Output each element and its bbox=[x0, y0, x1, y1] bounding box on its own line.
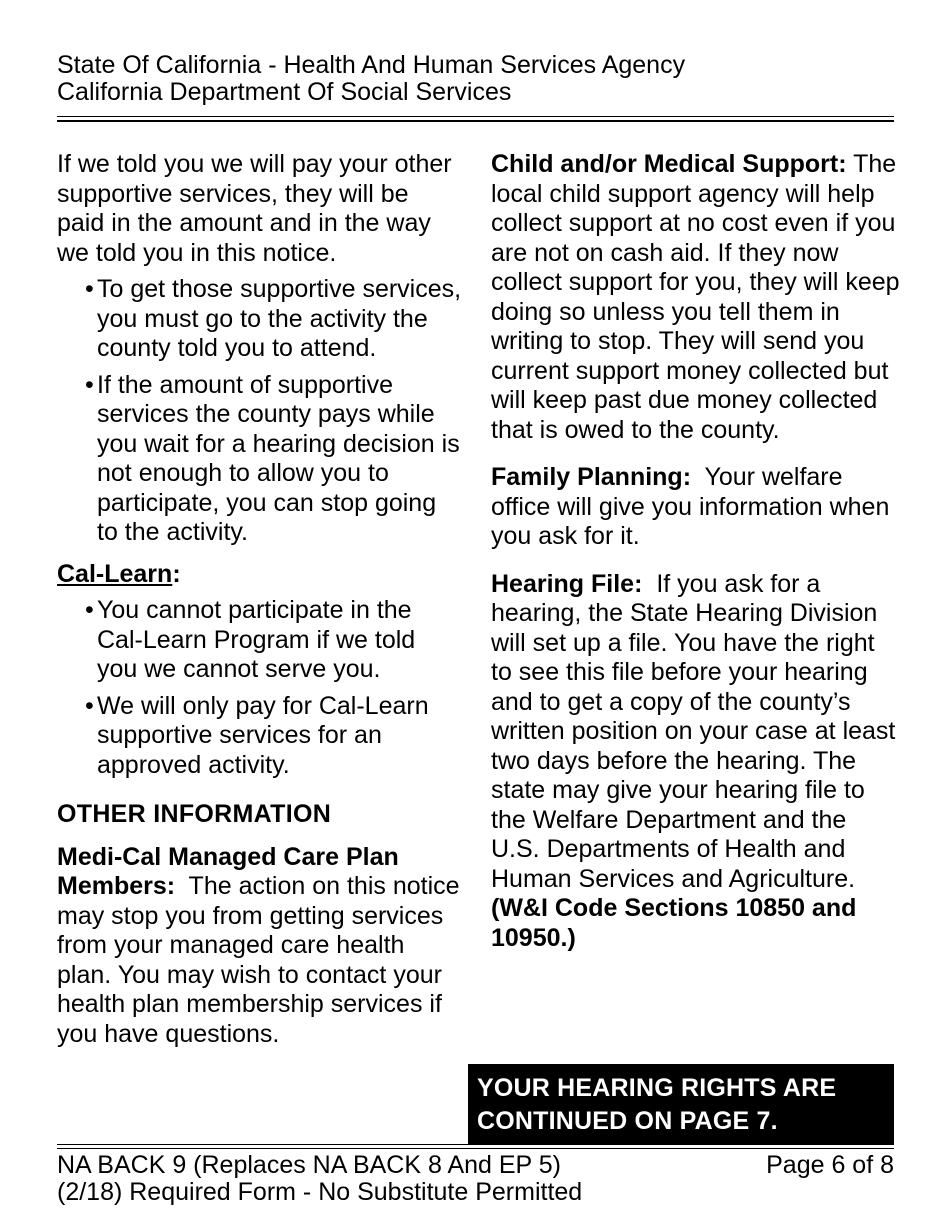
supportive-services-intro: If we told you we will pay your other supportive services, they will be paid in the amount and in the way we told you in this notice. bbox=[57, 150, 452, 267]
code-citation: (W&I Code Sections 10850 and 10950.) bbox=[491, 894, 857, 952]
list-item: • To get those supportive services, you must go to the activity the county told you to attend. bbox=[85, 275, 462, 362]
agency-name: State Of California - Health And Human Services Agency bbox=[57, 51, 686, 79]
form-note: (2/18) Required Form - No Substitute Permitted bbox=[57, 1178, 583, 1206]
footer-divider-thin bbox=[57, 1148, 894, 1149]
right-column bbox=[491, 150, 901, 953]
supportive-services-list bbox=[57, 275, 462, 548]
continued-banner: YOUR HEARING RIGHTS ARE CONTINUED ON PAGE 7. bbox=[468, 1064, 894, 1144]
bullet-icon: • bbox=[85, 370, 94, 399]
header-divider bbox=[57, 116, 894, 117]
form-id: NA BACK 9 (Replaces NA BACK 8 And EP 5) bbox=[57, 1151, 561, 1179]
medi-cal-paragraph: Medi-Cal Managed Care Plan Members: The action on this notice may stop you from getting services from your managed care health plan. You may wish to contact your health plan membership services if you have questions. bbox=[57, 842, 460, 1048]
other-information-heading: OTHER INFORMATION bbox=[57, 800, 332, 828]
footer-divider bbox=[57, 1144, 894, 1145]
list-item: • If the amount of supportive services the county pays while you wait for a hearing decision is not enough to allow you to participate, you can stop going to the activity. bbox=[85, 370, 460, 546]
cal-learn-heading: Cal-Learn: bbox=[57, 559, 181, 588]
cal-learn-list bbox=[57, 596, 462, 780]
page-footer bbox=[57, 1152, 757, 1206]
page-number: Page 6 of 8 bbox=[766, 1151, 894, 1179]
department-name: California Department Of Social Services bbox=[57, 78, 512, 106]
header-divider-thick bbox=[57, 120, 894, 122]
hearing-file-paragraph: Hearing File: If you ask for a hearing, the State Hearing Division will set up a file. You have the right to see this file before your hearing and to get a copy of the county’s written position on your case at least two days before the hearing. The state may give your hearing file to the Welfare Department and the U.S. Departments of Health and Human Services and Agriculture. (W&I Code Sections 10850 and 10950.) bbox=[491, 569, 896, 952]
list-item: • You cannot participate in the Cal-Learn Program if we told you we cannot serve you. bbox=[85, 596, 416, 683]
page-header bbox=[57, 52, 894, 106]
family-planning-paragraph: Family Planning: Your welfare office will give you information when you ask for it. bbox=[491, 463, 890, 550]
bullet-icon: • bbox=[85, 596, 94, 624]
left-column bbox=[57, 150, 462, 1049]
bullet-icon: • bbox=[85, 275, 94, 303]
list-item: • We will only pay for Cal-Learn supportive services for an approved activity. bbox=[85, 691, 429, 779]
child-support-paragraph: Child and/or Medical Support: The local child support agency will help collect support at no cost even if you are not on cash aid. If they now collect support for you, they will keep doing so unless you tell them in writing to stop. They will send you current support money collected but will keep past due money collected that is owed to the county. bbox=[491, 150, 900, 444]
bullet-icon: • bbox=[85, 691, 94, 720]
